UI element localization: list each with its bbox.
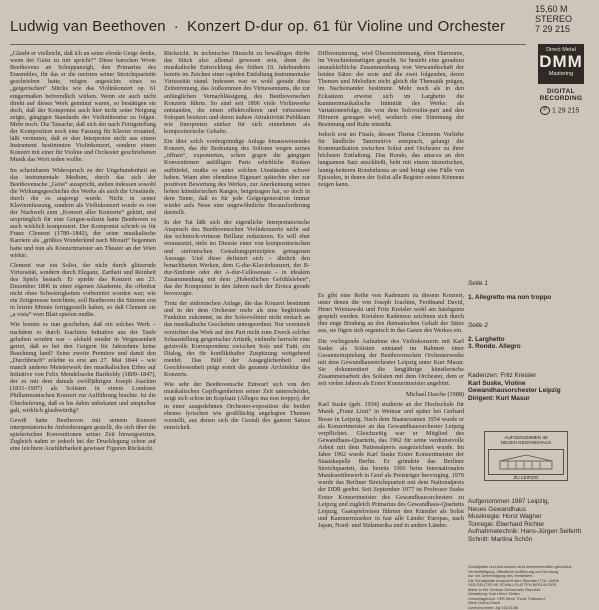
essay-paragraph: In der Tat läßt sich der eigentliche interpretatorische Anspruch des Beethovenschen Violinkonzerts nicht auf das technisch-virtuose Brillanz reduzieren. Es will eher veraussetzt, steht im Dienste einer von kompositorischen und sinfonischen Gestaltungsprinzipien getragenen Aussage. Und diese definiert sich – ähnlich den benachbarten Werken, dem G-dur-Klavierkonzert, der B-dur-Sinfonie oder der A-dur-Cellosonate – in idealem Zusammenhang mit dem „Hoheitlichen Gefühlsleben“, das der Komponist in den Jahren nach der Eroica gerade bevorzugte. [164,219,310,297]
stamp-line: NEUEN GEWANDHAUS [485,440,567,445]
title-divider [10,44,526,45]
catalog-info [535,4,591,34]
performer-credits [468,372,561,402]
catalog-number: 7 29 215 [535,24,591,34]
track-item: 1. Allegretto ma non troppo [468,294,551,302]
side-1-label: Seite 1 [468,280,551,288]
soloist-credit: Karl Suske, Violine [468,380,561,388]
fine-print-line: VEB DEUTSCHE SCHALLPLATTEN BERLIN DDR [468,583,592,588]
stereo-label: STEREO [535,14,591,24]
composer-name: Ludwig van Beethoven [10,18,166,35]
track-item: 3. Rondo. Allegro [468,343,521,351]
fine-print-line: Lizenznummer: Ag 511/01/88 [468,606,592,610]
essay-column-3-lower [318,292,464,602]
essay-paragraph: Es gibt eine Reihe von Kadenzen zu diesem Konzert, unter denen die von Joseph Joachim, Ferdinand David, Henri Wieniawski und Fritz Kreisler wohl am häufigsten gespielt werden. Kreislers Kadenzen zeichnen sich durch ihre enge Bindung an den thematischen Gehalt der Sätze aus, sie fügen sich organisch in das Ganze des Werkes ein. [318,292,464,335]
phonogram-code: 1 29 215 [552,107,579,114]
gewandhaus-building-icon [488,449,564,475]
digital-line: DIGITAL [536,88,586,95]
dmm-logo [538,44,584,84]
dmm-logo-text: DMM [538,53,584,71]
stamp-line: ZU LEIPZIG [485,475,567,480]
cadenza-credit: Kadenzen: Fritz Kreisler [468,372,561,380]
essay-author: Michael Dasche (1988) [318,391,464,398]
credit-line: Musikregie: Horst Wagner [468,513,581,521]
fine-print-line: Die Schallplatte entspricht dem Standard TGL 10806 [468,579,592,584]
credit-line: Tonregie: Eberhard Richter [468,521,581,529]
fine-print-line: Schallplatte und Aufnahmen sind urheberrechtlich geschützt. [468,565,592,570]
tracklist-side-2 [468,322,521,351]
credit-line: Schnitt: Martina Schön [468,536,581,544]
work-title: Konzert D-dur op. 61 für Violine und Orchester [187,18,505,35]
essay-paragraph: Jedoch erst im Finale, dessen Thema Clements Vorliebe für ländliche Tanzmotive entsprach, gelangt die Kommunikation zwischen Solist und Orchester zu ihrer höchsten Entfaltung. Das Rondo, das attacca an den langsamen Satz anschließt, hebt mit einem tänzerischen, launig-heiteren Rondothema an und bringt eine Fülle von Episoden, in denen der Solist alle Register seines Könnens zeigen kann. [318,131,464,188]
dmm-bottom-text: Mastering [538,71,584,77]
price: 15,60 M [535,4,591,14]
fine-print-line: nur mit Genehmigung des Herstellers. [468,574,592,579]
digital-recording-label [536,88,586,102]
phonogram-line [540,106,579,115]
phonogram-icon: P [540,106,550,115]
tracklist-side-1 [468,280,551,301]
page-title [10,18,530,35]
fine-print-line: Vervielfältigung, öffentliche Aufführung und Sendung [468,570,592,575]
essay-paragraph: Im scheinbaren Widerspruch zu der Ungebundenheit an das instrumentale Medium, durch das sich der Beethovensche „Geist“ ausspricht, stehen indessen sowohl die Wirkungsgeschichte des Werks als auch die Umstände, durch die es angeregt wurde. Nicht in seiner Klaviernfassung, sondern als Violinkonzert wurde es von der Nachwelt zum „Konzert aller Konzerte“ gekürt, und ursprünglich für eine Geigen-solistin hatte Beethoven es auch wirklich komponiert. Der Komponist schrieb es für Franz Clement (1780–1842), der seine musikalische Karriere als „größtes Wunderkind nach Mozart“ begonnen hatte und nun als Konzertmeister am Theater an der Wien wirkte. [10,167,156,259]
essay-column-3 [318,50,464,272]
credit-line: Aufgenommen 1987 Leipzig, [468,498,581,506]
conductor-credit: Dirigent: Kurt Masur [468,395,561,403]
stamp-line: AUFGENOMMEN IM [485,435,567,440]
fine-print-line: Gestaltung: Karl-Heinz Sträter [468,592,592,597]
fine-print-line: Werk Gotha-Druck [468,601,592,606]
essay-paragraph: Gewiß hatte Beethoven mit seinem Konzert interpretatorische Anforderungen gestellt, die sich über die spielerischen Konventionen seiner Zeit hinwegsetzten. Zugleich nahm er jedoch bei der Drucklegung schon auf eine leichtere Ausführbarkeit gewisser Figuren Rücksicht. [10,417,156,452]
credit-line: Neues Gewandhaus [468,506,581,514]
side-2-label: Seite 2 [468,322,521,330]
orchestra-credit: Gewandhausorchester Leipzig [468,387,561,395]
fine-print [468,565,592,610]
dmm-top-text: Direct Metal [538,47,584,53]
essay-paragraph: Wie sehr der Beethovensche Entwurf sich von den musikalischen Gepflogenheiten seiner Zeit unterscheidet, zeigt sich schon im Kopfsatz (Allegro ma non troppo), der in einer ausgedehnten Orchester-exposition die beiden ebenso lyrischen wie großflächig angelegten Themen vorstellt, aus denen sich die Gestalt des ganzen Satzes entwickelt. [164,381,310,431]
essay-column-2 [164,50,310,602]
recording-venue-stamp [484,431,568,481]
essay-paragraph: Differenzierung, wird Übereinstimmung, eben Harmonie, im Verschiedenartigen gesucht. So besteht eine geradezu unausbleibliche Zusammenhang von Verwandtschaft der beiden Sätze: der erste und die zwei folgenden, deren Themen und Melodien nicht gleich die Thematik prägen, im Nacheinander bestimmt. Mehr noch als in den Ecksätzen erweist sich im Larghetto die kammermusikalische Intimität des Werks: als Variationenfolge, die von dem Soloviolin-part und den Hörnern getragen wird, wodurch eine Stimmung der Besinnung und Ruhe entsteht. [318,50,464,128]
essay-column-1 [10,50,156,602]
title-separator: · [174,18,179,35]
recording-line: RECORDING [536,95,586,102]
essay-paragraph: Die vorliegende Aufnahme des Violinkonzerts mit Karl Suske als Solisten entstand im Rahmen einer Gesamteinspielung der Beethovenschen Orchesterwerke mit dem Gewandhausorchester Leipzig unter Kurt Masur. Sie dokumentiert die langjährige künstlerische Zusammenarbeit des Solisten mit dem Orchester, dem er seit vielen Jahren als Erster Konzertmeister angehört. [318,338,464,388]
track-item: 2. Larghetto [468,336,521,344]
credit-line: Aufnahmetechnik: Hans-Jürgen Seiferth [468,528,581,536]
essay-paragraph: Rücksicht. In technischer Hinsicht zu bewältigen dürfte das Stück also allemal gewesen sein, denn die musikalische Entwicklung des frühen 19. Jahrhunderts bereits im Zeichen einer rapiden Entfaltung instrumentaler Virtuosität stand. Indessen war es wohl gerade diese Zeitströmung, das Aufkommen des Virtuosentums, die zur anfänglichen Vernachlässigung des Beethovenschen Konzerts führte. So sind seit 1806 viele Violinwerke entstanden, die einen effektvolleren und virtuoseren Solopart besitzen und deren äußere Attraktivität Publikum wie Interpreten stärker für sich einnehmen als kompositorische Gehalte. [164,50,310,135]
essay-paragraph: „Glaubt er vielleicht, daß ich an seine elende Geige denke, wenn der Geist zu mir spricht?“ Diese barschen Worte Beethovens an Schuppanzigh, den Primarius des Ensembles, für das er die meisten seiner Streichquartette geschrieben hatte, mögen angesichts eines so „geigerischen“ Stücks wie das Violinkonzert op. 61 eingermaßen befremdlich wirken. Wenn sie auch nicht direkt auf dieses Werk gemünzt waren, so bestätigen sie doch, daß der Komponist auch hier nicht seine Neigung zeigte, gängigen Standards der Violinliteratur zu folgen. Mehr noch: Die Tatsache, daß sich der nach Fertigstellung der Komposition noch eine Fassung für Klavier erstatted, läßt vermuten, daß er den Interpreten nicht aus einem Instrument bestimmten Violinkonzert, sondern einem Konzert mit einer für Violine und Orchester geschriebenen Musik das Wort reden wollte. [10,50,156,164]
essay-paragraph: Wie konnte es nun geschehen, daß ein solches Werk – nachdem es durch Joachims Initiative aus der Taufe gehoben worden war – alsbald wieder in Vergessenheit geriet, daß es bei den Geigern für Jahrzehnte keine Beachtung fand? Seine zweite Premiere und damit den „Durchbruch“ erlebte es erst am 27. Mai 1844 – wie manch anderes Meisterwerk des musikalischen Erbes auf Initiative von Felix Mendelssohn Bartholdy (1809–1847), der es mit dem damals zwölfjährigen Joseph Joachim (1831–1907) als Solisten in einem Londoner Philharmonischen Konzert zur Aufführung brachte. Ist die Überlieferung, daß es bis dahin unbekannt und unspielbar galt, wirklich glaubwürdig? [10,321,156,413]
essay-paragraph: Trotz der sinfonischen Anlage, die das Konzert bestimmt und in der dem Orchester mehr als eine begleitende Funktion zukommt, ist der Soloviolinist nicht einfach an das musikalische Geschehen untergeordnet. Nur vereinzelt verzichtet das Werk auf den Part nicht zum Zweck solcher Schaustellung geigerischer Artistik, vielmehr herrscht eine geistvolle Korrespondenz zwischen Solo und Tutti, ein Dialog, der für konflikthafter Zuspitzung weitgehend meidet. Das Bild der Ausgeglichenheit und Geschlossenheit prägt somit die gesamte Architektur des Konzerts. [164,300,310,378]
fine-print-line: Umschlagdruck: VEB Werk "Ernst Thälmann" [468,597,592,602]
essay-paragraph: Ein über solch vordergründige Anlage hinausweisendes Konzert, das die Bedeutung des Solisten wegen seines „öffnen“, exponierten, schon gegen die gängigen Konventionen anfälligen Parts erhebliche Risiken aufbürdet, mußte es unter solchen Umständen schwer haben. Wann aber ebendiese Eigenart späterhin eher zur positiven Bewertung des Werkes, zur Anerkennung seines hohen künstlerischen Ranges, beigetragen hat, so doch in dem Sinne, daß es für jede Geigergeneration immer wieder aufs Neue eine ungewöhnliche Herausforderung darstellt. [164,138,310,216]
essay-paragraph: Clement war ein Solist, der nicht durch glitzernde Virtuosität, sondern durch Eleganz, Zartheit und Reinheit des Spiels bestach. Er spielte das Konzert am 23. Dezember 1806 in einer eigenen Akademie, die offenbar nicht ohne Schwierigkeiten vorbereitet worden war; wie ein Zeitgenosse berichtete, soll Beethoven die Stimme erst in letzter Minute fertiggestellt haben, so daß Clement sie „a vista“ vom Blatt spielen mußte. [10,262,156,319]
soloist-biography: Karl Suske (geb. 1934) studierte an der Hochschule für Musik „Franz Liszt“ in Weimar und später bei Gerhard Bosse in Leipzig. Nach dem Staatsexamen 1954 wurde er als Konzertmeister an das Gewandhausorchester Leipzig verpflichtet. Gleichzeitig war er Mitglied des Gewandhaus-Quartetts, das 1962 für seine verdienstvolle Arbeit mit dem Nationalpreis ausgezeichnet wurde. Im Jahre 1962 wurde Karl Suske Erster Konzertmeister der Staatskapelle Berlin. Er gründete das Berliner Streichquartett, das bereits 1966 beim Internationalen Musikwettbewerb in Genf als Preisträger hervorging. 1970 wurde das Berliner Streichquartett mit dem Nationalpreis der DDR geehrt. Seit September 1977 ist Professor Suske Erster Konzertmeister des Gewandhausorchesters zu Leipzig und zugleich Primarius des Gewandhaus-Quartetts Leipzig. Gastspielreisen führten den Künstler als Solist und Kammermusiker in fast alle Länder Europas, nach Japan, Nord- und Südamerika und in andere Länder. [318,401,464,529]
recording-credits [468,498,581,544]
fine-print-line: Made in the German Democratic Republic [468,588,592,593]
